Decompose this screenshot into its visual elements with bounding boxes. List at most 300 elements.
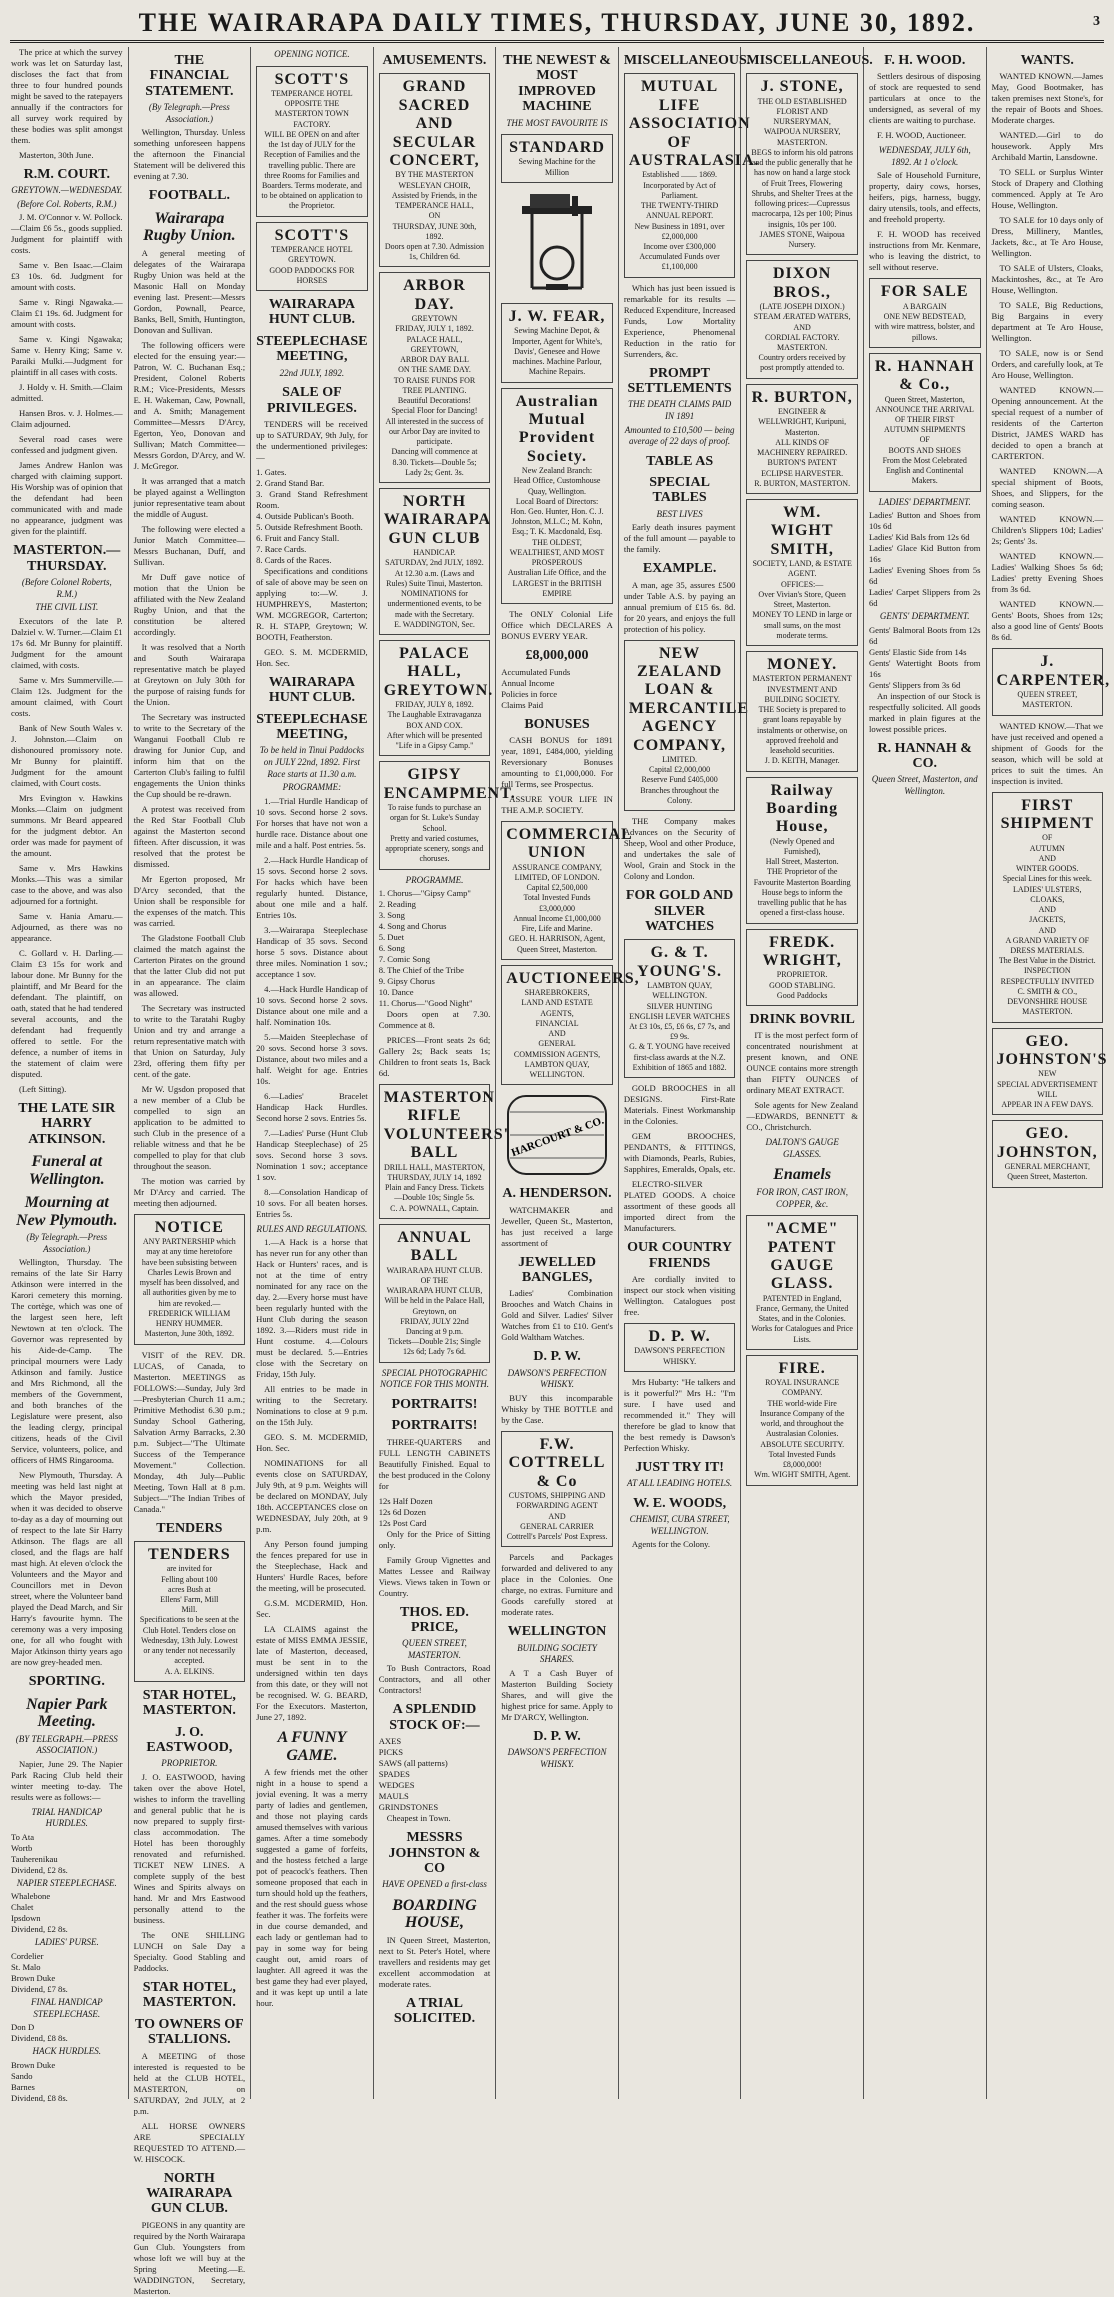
- item-list: [869, 625, 981, 691]
- ad-line: Dancing will commence at 8.30. Tickets—Double 5s; Lady 2s; Gent. 3s.: [391, 447, 478, 477]
- list-item: Ladies' Button and Shoes from 10s 6d: [868, 510, 981, 532]
- ad-line: GOOD STABLING.: [769, 980, 836, 990]
- byline: DAWSON'S PERFECTION WHISKY.: [507, 1747, 607, 1769]
- ad-line: A BARGAIN: [902, 301, 947, 311]
- cask-label: HARCOURT & CO.: [509, 1114, 606, 1160]
- byline: PROPRIETOR.: [161, 1758, 218, 1769]
- ad-line: Tickets—Double 21s; Single 12s 6d; Lady 7s 6d.: [388, 1337, 481, 1357]
- paragraph: ALL HORSE OWNERS ARE SPECIALLY REQUESTED TO ATTEND.—W. HISCOCK.: [133, 2120, 246, 2164]
- section-heading: DRINK BOVRIL: [749, 1012, 855, 1028]
- ad-line: AND: [793, 322, 811, 332]
- paragraph: Mr W. Ugsdon proposed that a new member of a Club be compelled to sign an application to be admitted to such Club in the presence of a reliable witness and that he be compelled to play for that club throughout the season.: [133, 1083, 246, 1171]
- advertisement: [746, 260, 858, 378]
- section-heading: WAIRARAPA HUNT CLUB.: [268, 297, 355, 328]
- byline: BUILDING SOCIETY SHARES.: [517, 1642, 597, 1665]
- ad-line: AND: [548, 1511, 566, 1521]
- ad-title: GEO. JOHNSTON,: [996, 1125, 1098, 1161]
- paragraph: WANTED KNOWN.—Children's Slippers 10d; Ladies' 2s; Gents' 3s.: [991, 514, 1104, 547]
- ad-line: Annual Income £1,000,000: [513, 913, 601, 923]
- ad-line: The Best Value in the District.: [998, 956, 1096, 966]
- section-heading: PROMPT SETTLEMENTS: [627, 365, 732, 397]
- ad-title: R. HANNAH & Co.,: [874, 357, 975, 394]
- byline: HAVE OPENED a first-class: [382, 1879, 487, 1890]
- column-2: [129, 47, 252, 2296]
- ad-line: WINTER GOODS.: [1015, 864, 1079, 874]
- ad-line: Queen Street, Masterton,: [884, 394, 965, 404]
- ad-line: THE OLD ESTABLISHED FLORIST AND NURSERYMAN,: [757, 96, 847, 127]
- ad-title: NORTH WAIRARAPA GUN CLUB: [383, 492, 492, 547]
- ad-title: WM. WIGHT SMITH,: [770, 503, 834, 558]
- byline: SPECIAL PHOTOGRAPHIC NOTICE FOR THIS MONTH.: [379, 1367, 489, 1390]
- ad-line: COMMISSION AGENTS,: [513, 1049, 601, 1059]
- ad-title: J. W. FEAR,: [508, 307, 606, 325]
- ad-line: TEMPERANCE HOTEL: [271, 88, 353, 98]
- paragraph: F. H. WOOD has received instructions from Mr. Kenmare, who is leaving the district, to sell without reserve.: [868, 229, 981, 273]
- advertisement: [134, 1214, 246, 1345]
- paragraph: An inspection of our Stock is respectfully solicited. All goods marked in plain figures at the lowest possible prices.: [868, 690, 981, 734]
- paragraph: BUY this incomparable Whisky by THE BOTTLE and by the Case.: [501, 1392, 613, 1425]
- section-heading: A. HENDERSON.: [502, 1186, 612, 1202]
- advertisement: [746, 1215, 858, 1350]
- paragraph: Doors open at 7.30. Commence at 8.: [378, 1009, 491, 1031]
- ad-line: G. & T. YOUNG have received first-class awards at the N.Z. Exhibition of 1865 and 1882.: [629, 1042, 731, 1072]
- ad-line: WAIRARAPA HUNT CLUB,: [386, 1286, 483, 1296]
- ad-line: Doors open at 7.30. Admission 1s, Children 6d.: [384, 241, 485, 262]
- advertisement: [746, 384, 858, 494]
- ad-line: Accumulated Funds over £1,100,000: [639, 252, 720, 272]
- paragraph: The price at which the survey work was let on Saturday last, discloses the fact that from three to four hundred pounds might be saved to the ratepayers annually if the contractors for all survey work required by these bodies was split amongst them.: [11, 47, 123, 145]
- ad-title: Railway Boarding House,: [766, 781, 839, 836]
- advertisement: [746, 1355, 858, 1486]
- ad-line: New Business in 1891, over £2,000,000: [634, 221, 725, 241]
- section-subheading: Wairarapa Rugby Union.: [143, 209, 236, 245]
- paragraph: CASH BONUS for 1891 year, 1891, £484,000, yielding Reversionary Bonuses amounting to £1,000,000. For full Terms, see Prospectus.: [501, 734, 613, 789]
- byline: Amounted to £10,500 — being average of 22 days of proof.: [624, 424, 735, 447]
- paragraph: Cheapest in Town.: [386, 1813, 451, 1824]
- ad-title: GIPSY ENCAMPMENT.: [383, 766, 516, 802]
- paragraph: Settlers desirous of disposing of stock are requested to send particulars at once to the undersigned, as several of my clients are waiting to purchase.: [868, 71, 981, 126]
- list-item: 5. Outside Refreshment Booth.: [256, 521, 363, 532]
- ad-line: GENERAL: [538, 1039, 576, 1049]
- paragraph: A protest was received from the Red Star Football Club against the Masterton second fifteen. After discussion, it was resolved that the protest be dismissed.: [133, 803, 246, 869]
- byline: 22nd JULY, 1892.: [279, 367, 345, 378]
- ad-line: WILL: [1037, 1089, 1058, 1099]
- paragraph: GEO. S. M. MCDERMID, Hon. Sec.: [256, 1432, 368, 1454]
- ad-line: Total Invested Funds £3,000,000: [523, 893, 591, 913]
- ad-title: FREDK. WRIGHT,: [762, 933, 842, 969]
- section-heading: MISCELLANEOUS.: [623, 53, 751, 68]
- ad-line: INSPECTION RESPECTFULLY INVITED: [1000, 966, 1094, 986]
- section-heading: A SPLENDID STOCK OF:—: [389, 1702, 480, 1733]
- advertisement: [624, 73, 760, 277]
- list-item: Ipsdown: [11, 1913, 41, 1924]
- advertisement: [379, 1084, 510, 1219]
- ad-line: ABSOLUTE SECURITY.: [760, 1439, 845, 1449]
- ad-line: R. BURTON, MASTERTON.: [754, 478, 851, 488]
- list-item: 3. Grand Stand Refreshment Room.: [256, 488, 368, 510]
- paragraph: WANTED KNOWN.—James May, Good Bootmaker, has taken premises next Stone's, for the repair of Boots and Shoes. Moderate charges.: [991, 71, 1104, 126]
- advertisement: [501, 134, 613, 183]
- ad-line: Capital £2,000,000: [649, 765, 711, 775]
- ad-line: CORDIAL FACTORY.: [764, 332, 840, 342]
- section-heading: FOOTBALL.: [148, 188, 230, 204]
- advertisement: [869, 353, 981, 492]
- advertisement: [379, 640, 494, 756]
- item-list: [379, 1736, 491, 1813]
- ad-line: PATENTED in England, France, Germany, the United States, and in the Colonies.: [755, 1293, 849, 1324]
- paragraph: Early death insures payment of the full amount — payable to the family.: [623, 522, 736, 555]
- section-heading: WAIRARAPA HUNT CLUB.: [268, 674, 355, 706]
- ad-line: WILL BE OPEN on and after the 1st day of JULY for the Reception of Families and the travelling public. There are three Rooms for Families and Boarders. Terms moderate, and to be obtained on application to the Proprietor.: [261, 129, 363, 211]
- ad-line: Queen Street, Masterton.: [1007, 1172, 1088, 1182]
- advertisement: [501, 821, 633, 960]
- section-heading: THE LATE SIR HARRY ATKINSON.: [18, 1100, 116, 1147]
- list-item: 8. The Chief of the Tribe: [378, 965, 464, 976]
- paragraph: It was arranged that a match be played against a Wellington junior representative team about the middle of August.: [133, 475, 246, 519]
- list-item: Brown Duke: [11, 1973, 56, 1983]
- byline: GREYTOWN.—WEDNESDAY.: [11, 185, 123, 196]
- ad-line: BY THE MASTERTON WESLEYAN CHOIR,: [395, 170, 474, 190]
- ad-line: BEGS to inform his old patrons and the public generally that he has now on hand a large stock of Fruit Trees, Flowering Shrubs, and Shelter Trees at the following prices:—Cupressus macrocarpa, 12s per 100; Pinus insignis, 10s per 100.: [751, 147, 853, 229]
- paragraph: TO SALE, Big Reductions, Big Bargains in every department at Te Aro House, Wellington.: [991, 300, 1104, 344]
- ad-title: D. P. W.: [648, 1327, 711, 1345]
- list-item: 12s 6d Dozen: [378, 1506, 426, 1517]
- list-item: 7. Race Cards.: [256, 543, 307, 554]
- ad-title: G. & T. YOUNG'S.: [637, 944, 723, 980]
- ad-title: TENDERS: [148, 1545, 231, 1563]
- ad-line: Special Lines for this week.: [1002, 874, 1092, 884]
- columns-container: [6, 47, 1111, 2296]
- ad-title: GEO. JOHNSTON'S: [996, 1032, 1108, 1069]
- list-item: To Ata: [11, 1831, 35, 1842]
- ad-line: New Zealand Branch:: [521, 466, 593, 476]
- paragraph: Several road cases were confessed and judgment given.: [11, 434, 123, 456]
- paragraph: Same v. Ben Isaac.—Claim £3 10s. 6d. Judgment for amount with costs.: [11, 260, 123, 293]
- ad-line: SATURDAY, 2nd JULY, 1892.: [385, 558, 484, 568]
- ad-line: Over Vivian's Store, Queen Street, Masterton.: [758, 589, 846, 610]
- column-4: [374, 47, 516, 2099]
- list-item: 11. Chorus—"Good Night": [378, 998, 473, 1009]
- ad-line: Hall Street, Masterton.: [765, 857, 839, 867]
- section-heading: WANTS.: [1020, 53, 1074, 68]
- paragraph: A MEETING of those interested is requested to be held at the CLUB HOTEL, MASTERTON, on SATURDAY, 2nd JULY, at 2 p.m.: [133, 2050, 246, 2116]
- paragraph: Only for the Price of Sitting only.: [378, 1528, 491, 1550]
- list-item: Gents' Elastic Side from 14s: [868, 646, 967, 657]
- advertisement: [379, 272, 491, 483]
- section-subheading: BOARDING HOUSE,: [392, 1896, 477, 1932]
- ad-line: Total Invested Funds: [768, 1449, 836, 1459]
- ad-line: GEO. H. HARRISON, Agent, Queen Street, Masterton.: [508, 934, 606, 954]
- ad-line: THE TWENTY-THIRD ANNUAL REPORT.: [640, 201, 719, 221]
- ad-line: Will be held in the Palace Hall, Greytown, on: [384, 1296, 485, 1316]
- ad-line: QUEEN STREET,: [1017, 690, 1078, 700]
- ad-line: Sewing Machine for the Million: [518, 157, 596, 177]
- section-heading: SPORTING.: [28, 1674, 105, 1690]
- ad-line: OF THE: [420, 1275, 449, 1285]
- ad-title: "ACME" PATENT GAUGE GLASS.: [765, 1220, 839, 1293]
- ad-line: Country orders received by post promptly attended to.: [758, 353, 846, 373]
- paragraph: Mrs Hubarty: "He talkers and is it powerful?" Mrs H.: "I'm sure. I have used and recommended it." They will therefore be glad to know that the best remedy is Dawson's Perfection Whisky.: [623, 1376, 736, 1453]
- paragraph: WANTED KNOWN.—Opening announcement. At the special request of a number of residents of the Carterton District, JAMES WARD has decided to open a branch at CARTERTON.: [991, 385, 1104, 462]
- ad-line: are invited for: [166, 1564, 212, 1574]
- ad-line: OPPOSITE THE: [284, 99, 340, 109]
- list-item: Sando: [11, 2070, 33, 2081]
- byline: THE CIVIL LIST.: [35, 602, 99, 613]
- list-item: Dividend, £2 8s.: [11, 1924, 68, 1935]
- paragraph: To Bush Contractors, Road Contractors, and all other Contractors!: [378, 1663, 491, 1696]
- ad-line: LAND AND ESTATE: [521, 998, 593, 1008]
- paragraph: The ONLY Colonial Life Office which DECLARES A BONUS EVERY YEAR.: [501, 609, 613, 642]
- ad-line: MASTERTON.: [1022, 1007, 1073, 1017]
- ad-line: PROPRIETOR.: [776, 970, 828, 980]
- paragraph: Family Group Vignettes and Mattes Lessee and Railway Views. Views taken in Town or Country.: [378, 1554, 491, 1598]
- list-item: SAWS (all patterns): [378, 1758, 448, 1769]
- ad-line: SHAREBROKERS,: [524, 988, 590, 998]
- list-item: Ladies' Kid Bals from 12s 6d: [868, 532, 970, 543]
- ad-line: MASTERTON.: [777, 343, 828, 353]
- ad-line: £8,000,000!: [782, 1460, 822, 1470]
- ad-line: ALL KINDS OF MACHINERY REPAIRED.: [757, 437, 848, 458]
- list-item: 1. Chorus—"Gipsy Camp": [378, 888, 471, 899]
- list-item: Tauherenikau: [11, 1853, 58, 1864]
- paragraph: THREE-QUARTERS and FULL LENGTH CABINETS Beautifully Finished. Equal to the best produced in the Colony for: [378, 1436, 491, 1491]
- paragraph: 3.—Wairarapa Steeplechase Handicap of 35 sovs. Second horse 5 sovs. Distance about three miles. Nomination 1 sov.; acceptance 1 sov.: [256, 924, 368, 979]
- ad-line: GOOD PADDOCKS FOR HORSES: [269, 265, 355, 285]
- advertisement: [501, 965, 640, 1086]
- paragraph: Are cordially invited to inspect our stock when visiting Wellington. Catalogues post free.: [623, 1273, 736, 1317]
- byline: DAWSON'S PERFECTION WHISKY.: [507, 1367, 607, 1390]
- paragraph: Sole agents for New Zealand—EDWARDS, BENNETT & CO., Christchurch.: [746, 1100, 858, 1133]
- ad-line: Wm. WIGHT SMITH, Agent.: [754, 1470, 851, 1480]
- paragraph: G.S.M. MCDERMID, Hon. Sec.: [256, 1598, 368, 1620]
- section-heading: PORTRAITS!: [391, 1418, 478, 1434]
- section-heading: THOS. ED. PRICE,: [400, 1604, 469, 1635]
- list-item: AXES: [378, 1736, 402, 1747]
- ad-title: SCOTT'S: [274, 70, 350, 88]
- paragraph: 5.—Maiden Steeplechase of 20 sovs. Second horse 3 sovs. Distance, about two miles and a half. Weight for age. Entries 10s.: [256, 1031, 368, 1086]
- ad-line: FRIDAY, JULY 1, 1892.: [395, 324, 474, 334]
- paragraph: Wellington, Thursday. Unless something unforeseen happens the afternoon the Financial Statement will be delivered this evening at 7.30.: [133, 127, 246, 182]
- ad-line: WAIPOUA NURSERY, MASTERTON.: [764, 127, 841, 147]
- paragraph: The following were elected a Junior Match Committee—Messrs Buchanan, Duff, and Sullivan.: [133, 523, 246, 567]
- list-item: Ladies' Evening Shoes from 5s 6d: [868, 565, 981, 587]
- ad-title: FIRE.: [778, 1359, 826, 1377]
- ad-title: FIRST SHIPMENT: [1000, 796, 1094, 833]
- list-item: 12s Half Dozen: [378, 1495, 433, 1506]
- ad-line: Established ........ 1869.: [642, 170, 718, 180]
- list-item: Chalet: [11, 1902, 34, 1913]
- ad-line: DRILL HALL, MASTERTON,: [384, 1162, 485, 1172]
- paragraph: 2.—Hack Hurdle Handicap of 15 sovs. Second horse 2 sovs. For hacks which have been regularly hunted. Distance, about one mile and a half. Entries 10s.: [256, 854, 368, 920]
- paragraph: 7.—Ladies' Purse (Hunt Club Handicap Steeplechase) of 25 sovs. Second horse 3 sovs. Nomination 1 sov.; acceptance 1 sov.: [256, 1127, 368, 1182]
- ad-line: JAMES STONE, Waipoua Nursery.: [759, 229, 845, 250]
- ad-line: NOMINATIONS for undermentioned events, to be made with the Secretary.: [387, 589, 482, 619]
- ad-line: C. A. POWNALL, Captain.: [390, 1203, 479, 1213]
- ad-line: Australian Life Office, and the LARGEST in the BRITISH EMPIRE: [507, 568, 607, 598]
- column-7: [741, 47, 873, 2099]
- section-heading: MISCELLANEOUS.: [746, 53, 873, 68]
- advertisement: [746, 777, 858, 924]
- ad-line: THURSDAY, JUNE 30th, 1892.: [392, 221, 477, 241]
- item-list: [11, 1832, 123, 1876]
- paragraph: ELECTRO-SILVER PLATED GOODS. A choice assortment of these goods all imported direct from the Manufacturers.: [623, 1179, 736, 1234]
- advertisement: [992, 1028, 1108, 1116]
- byline: PROGRAMME:: [282, 782, 342, 793]
- ad-line: ANY PARTNERSHIP which may at any time heretofore have been subsisting between Charles Lewis Brown and myself has been dissolved, and all authorities given by me to him are revoked.—FREDERICK WILLIAM HENRY HUMMER. Masterton, June 30th, 1892.: [139, 1237, 239, 1339]
- page-number: 3: [1093, 14, 1100, 29]
- ad-line: TEMPERANCE HOTEL: [271, 245, 353, 255]
- paragraph: F. H. WOOD, Auctioneer.: [876, 130, 967, 141]
- paragraph: (Left Sitting).: [19, 1083, 67, 1094]
- list-item: Whalebone: [11, 1891, 51, 1902]
- list-item: Barnes: [11, 2081, 35, 2092]
- column-9: [987, 47, 1109, 2099]
- ad-line: DAWSON'S PERFECTION WHISKY.: [634, 1346, 725, 1366]
- item-list: [379, 888, 491, 1009]
- ad-line: THE OLDEST, WEALTHIEST, AND MOST PROSPEROUS: [509, 537, 605, 568]
- ad-line: GREYTOWN.: [288, 255, 336, 265]
- paragraph: TO SALE for 10 days only of Dress, Millinery, Mantles, Jackets, &c., at Te Aro House, Wellington.: [991, 215, 1104, 259]
- byline: CHEMIST, CUBA STREET, WELLINGTON.: [629, 1514, 730, 1536]
- paragraph: Sale of Household Furniture, property, dairy cows, horses, heifers, pigs, harness, buggy, dairy utensils, tools, and effects, and freehold property.: [868, 170, 981, 225]
- paragraph: Bank of New South Wales v. J. Johnston.—Claim on dishonoured promissory note. Mr Bunny for plaintiff. Judgment for the amount claimed, with Court costs.: [11, 722, 123, 788]
- byline: BEST LIVES: [656, 508, 703, 519]
- ad-line: LAMBTON QUAY, WELLINGTON.: [647, 981, 712, 1001]
- list-item: SPADES: [378, 1769, 410, 1780]
- ad-line: Sewing Machine Depot, & Importer, Agent for White's, Davis', Genesee and Howe machines. Machine Parlour, Machine Repairs.: [512, 326, 603, 377]
- section-heading: J. O. EASTWOOD,: [146, 1724, 233, 1756]
- ad-line: WAIRARAPA HUNT CLUB.: [386, 1265, 483, 1275]
- ad-line: TEMPERANCE HALL,: [395, 201, 474, 211]
- ad-line: Pretty and varied costumes, appropriate scenery, songs and choruses.: [385, 833, 484, 864]
- byline: FINAL HANDICAP STEEPLECHASE.: [30, 1997, 103, 2019]
- ad-line: acres Bush at: [168, 1584, 211, 1594]
- byline: HACK HURDLES.: [32, 2046, 102, 2057]
- ad-line: DEVONSHIRE HOUSE: [1007, 997, 1088, 1007]
- advertisement: [624, 1323, 736, 1372]
- ad-line: THE Society is prepared to grant loans repayable by instalments or otherwise, on approved freehold and leasehold securities.: [757, 705, 848, 756]
- paragraph: Which has just been issued is remarkable for its results — Reduced Expenditure, Increased Funds, Low Mortality Experience, Phenomenal Reduction in the ratio for Surrenders, &c.: [623, 282, 736, 359]
- ad-title: SCOTT'S: [274, 226, 350, 244]
- list-item: 8. Cards of the Races.: [256, 554, 332, 565]
- ad-line: THURSDAY, JULY 14, 1892: [387, 1172, 482, 1182]
- advertisement: [992, 1120, 1104, 1187]
- ad-line: MASTERTON PERMANENT INVESTMENT AND BUILDING SOCIETY.: [752, 674, 852, 704]
- section-heading: AMUSEMENTS.: [382, 53, 487, 68]
- ad-line: NEW: [1038, 1069, 1057, 1079]
- section-subheading: Funeral at Wellington.: [28, 1152, 105, 1188]
- list-item: Cordelier: [11, 1951, 44, 1961]
- ad-line: Special Floor for Dancing!: [391, 406, 478, 416]
- advertisement: [624, 939, 736, 1078]
- byline: DALTON'S GAUGE GLASSES.: [765, 1137, 839, 1159]
- section-heading: WELLINGTON: [507, 1624, 607, 1640]
- advertisement: [869, 278, 981, 347]
- list-item: Don D: [11, 2022, 35, 2033]
- paragraph: C. Gollard v. H. Darling.—Claim £3 15s for work and labour done. Mr Bunny for the plaintiff, and Mr Beard for the defendant. The plaintiff, on oath, stated that he had tendered several accounts, and the defendant had frequently offered to settle. For the defence, a number of items in the statement of claim were disputed.: [11, 947, 123, 1079]
- list-item: 6. Fruit and Fancy Stall.: [256, 532, 340, 543]
- paragraph: Same v. Ringi Ngawaka.—Claim £1 19s. 6d. Judgment for amount with costs.: [11, 297, 123, 330]
- paragraph: Wellington, Thursday. The remains of the late Sir Harry Atkinson were interred in the Karori cemetery this morning. The cortège, which was one of the largest seen here, left Newtown at ten o'clock. The Governor was represented by his Aide-de-Camp. The principal mourners were Lady Atkinson and family. Justice and Mrs Richmond, all the members of the Government, and both branches of the Legislature were present, also the leading clergy, principal citizens, heads of the Civil Service, volunteers, police, and officers of HMS Ringarooma.: [11, 1257, 123, 1466]
- ad-line: AND: [548, 1029, 566, 1039]
- column-5: [496, 47, 640, 2099]
- paragraph: 4.—Hack Hurdle Handicap of 10 sovs. Second horse 2 sovs. Distance about one mile and a half. Nomination 10s.: [256, 983, 368, 1027]
- ad-title: NOTICE: [154, 1218, 224, 1236]
- ad-line: HANDICAP.: [413, 548, 456, 558]
- ad-line: ONE NEW BEDSTEAD,: [883, 312, 966, 322]
- paragraph: Agents for the Colony.: [631, 1539, 711, 1550]
- paragraph: The Gladstone Football Club claimed the match against the Carterton Pirates on the ground that the latter Club did not put in an appearance. The claim was allowed.: [133, 932, 246, 998]
- ad-line: After which will be presented "Life in a Gipsy Camp.": [386, 730, 482, 751]
- section-subheading: Enamels: [773, 1166, 832, 1184]
- advertisement: [501, 303, 613, 383]
- list-item: 12s Post Card: [378, 1517, 427, 1528]
- section-heading: TENDERS: [156, 1520, 223, 1536]
- list-item: 6. Song: [378, 943, 405, 954]
- ad-line: (Newly Opened and Furnished),: [769, 836, 835, 856]
- paragraph: PRICES—Front seats 2s 6d; Gallery 2s; Back seats 1s; Children to front seats 1s, Back 6d.: [378, 1035, 491, 1079]
- byline: WEDNESDAY, JULY 6th, 1892. At 1 o'clock.: [878, 145, 971, 167]
- ad-line: AUTUMN: [1029, 843, 1065, 853]
- section-heading: EXAMPLE.: [642, 561, 717, 577]
- list-item: WEDGES: [378, 1780, 415, 1791]
- column-1: [6, 47, 129, 2103]
- paragraph: GEM BROOCHES, PENDANTS, & FITTINGS, with Diamonds, Pearls, Rubies, Sapphires, Emeralds, Opals, etc.: [623, 1131, 736, 1175]
- ad-line: AND: [1038, 905, 1056, 915]
- ad-line: DRESS MATERIALS.: [1010, 946, 1085, 955]
- paragraph: Same v. Hania Amaru.—Adjourned, as there was no appearance.: [11, 910, 123, 943]
- byline: LADIES' DEPARTMENT.: [878, 496, 971, 507]
- byline: QUEEN STREET, MASTERTON.: [402, 1638, 467, 1660]
- item-list: [256, 467, 368, 566]
- ad-line: (LATE JOSEPH DIXON.): [759, 302, 845, 312]
- ad-title: STANDARD: [509, 139, 605, 157]
- ad-line: ROYAL INSURANCE COMPANY.: [765, 1378, 840, 1398]
- ad-line: SOCIETY, LAND, & ESTATE AGENT.: [752, 559, 852, 579]
- paragraph: The motion was carried by Mr D'Arcy and carried. The meeting then adjourned.: [133, 1175, 246, 1208]
- byline: LADIES' PURSE.: [34, 1937, 99, 1948]
- item-list: [11, 1951, 123, 1995]
- ad-line: with wire mattress, bolster, and pillows.: [874, 322, 975, 342]
- advertisement: [379, 488, 491, 635]
- paragraph: New Plymouth, Thursday. A meeting was held last night at which the Mayor presided, when it was decided to observe to-day as a day of mourning out of respect to the late Sir Harry Atkinson. The flags are all closed, and the flags are half mast high. At eleven o'clock the Volunteers and the Mayor and Councillors met in Devon street, where the Volunteer band played the Dead March, and Sir Harry's favourite hymn. The ceremony was a very imposing one, for all who fought with Major Atkinson thirty years ago are now grey-headed men.: [11, 1470, 123, 1668]
- ad-line: Good Paddocks: [776, 990, 828, 1000]
- paragraph: Masterton, 30th June.: [19, 150, 94, 160]
- paragraph: Parcels and Packages forwarded and delivered to any place in the Colonies. One charge, no extras. Furniture and Goods carefully stored at moderate rates.: [501, 1552, 613, 1618]
- section-subheading: Mourning at New Plymouth.: [16, 1194, 118, 1229]
- list-item: Gents' Balmoral Boots from 12s 6d: [868, 624, 981, 646]
- ad-line: From the Most Celebrated English and Continental Makers.: [882, 455, 967, 486]
- paragraph: Hansen Bros. v. J. Holmes.—Claim adjourned.: [11, 408, 123, 430]
- paragraph: Specifications and conditions of sale of above may be seen on applying to:—W. J. HUMPHREYS, Masterton; WM. MCGREGOR, Carterton; R. H. STAPP, Greytown; W. BOOTH, Featherston.: [256, 565, 368, 642]
- ad-title: PALACE HALL, GREYTOWN.: [383, 645, 494, 699]
- ad-title: R. BURTON,: [751, 388, 853, 406]
- paragraph: WATCHMAKER and Jeweller, Queen St., Masterton, has just received a large assortment of: [501, 1204, 613, 1248]
- list-item: 2. Grand Stand Bar.: [256, 477, 325, 488]
- advertisement: [379, 1224, 491, 1363]
- paragraph: IN Queen Street, Masterton, next to St. Peter's Hotel, where travellers and residents may get excellent accommodation at moderate rates.: [378, 1934, 491, 1989]
- section-heading: MASTERTON.—THURSDAY.: [13, 543, 121, 574]
- list-item: Claims Paid: [501, 699, 544, 710]
- item-list: [11, 2060, 123, 2104]
- ad-line: E. WADDINGTON, Sec.: [394, 619, 475, 629]
- list-item: Dividend, £2 8s.: [11, 1864, 68, 1875]
- byline: GENTS' DEPARTMENT.: [879, 611, 970, 622]
- ad-line: LIMITED.: [662, 754, 698, 764]
- byline: RULES AND REGULATIONS.: [256, 1223, 368, 1234]
- paragraph: WANTED KNOWN.—A special shipment of Boots, Shoes, and Slippers, for the coming season.: [991, 466, 1104, 510]
- section-heading: STEEPLECHASE MEETING,: [256, 711, 368, 743]
